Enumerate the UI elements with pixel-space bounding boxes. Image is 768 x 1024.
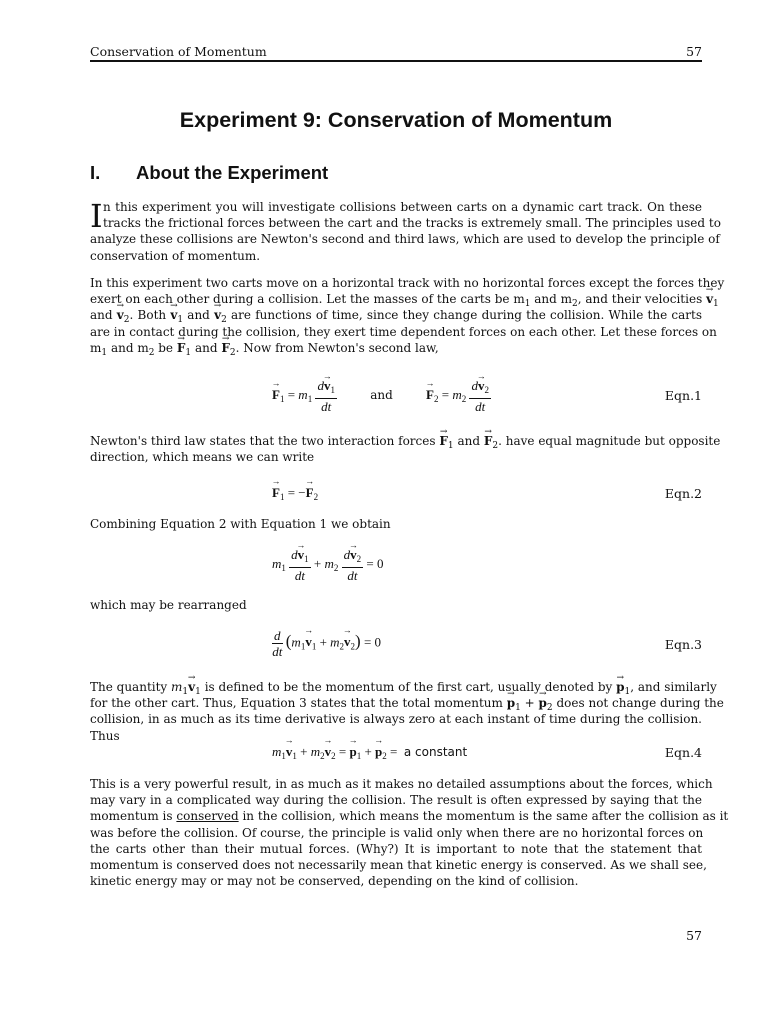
text-line: analyze these collisions are Newton's second and third laws, which are used to develop the principle of <box>90 232 720 247</box>
text-line: The quantity $m_1\to v_1$ is defined to be the momentum of the first cart, usually denoted by → $p_1$, and similarly <box>90 679 702 695</box>
equation-1: → $F_1 = m_1$ $\frac{d\to v_1}{dt}$ and → $F_2 = m_2$ $\frac{d\to v_2}{dt}$ <box>272 378 491 414</box>
section-heading <box>90 162 702 184</box>
text-line: In this experiment two carts move on a horizontal track with no horizontal forces except the forces they <box>90 276 725 290</box>
equation-1-label: Eqn.1 <box>664 388 702 403</box>
header-rule <box>90 60 702 62</box>
text-line: for the other cart. Thus, Equation 3 states that the total momentum → $p_1$ + → $p_2$ does not change during the <box>90 695 702 711</box>
equation-3-label: Eqn.3 <box>664 637 702 652</box>
header-page-number: 57 <box>686 44 702 59</box>
equation-4: $m_1\to v_1 + m_2\to v_2$ = → $p_1$ + → $p_2 = a$ constant <box>272 744 467 761</box>
text-line: which may be rearranged <box>90 598 247 612</box>
text-line: may vary in a complicated way during the collision. The result is often expressed by saying that the <box>90 793 702 808</box>
text-line: momentum is conserved does not necessarily mean that kinetic energy is conserved. As we shall see, <box>90 857 707 872</box>
text-line: was before the collision. Of course, the principle is valid only when there are no horizontal forces on <box>90 825 704 840</box>
text-line: Thus <box>90 728 120 743</box>
drop-cap: I <box>90 197 103 235</box>
section-number: I. <box>90 162 101 183</box>
equation-2-label: Eqn.2 <box>664 486 702 501</box>
text-line: collision, in as much as its time derivative is always zero at each instant of time during the collision. <box>90 712 702 727</box>
equation-3: $\frac{d}{dt}$ $(m_1\to v_1 + m_2\to v_2) = 0$ <box>272 628 381 659</box>
text-line: and → $v_2$. Both → $v_1$ and → $v_2$ are functions of time, since they change during the collision. While the carts <box>90 307 702 323</box>
text-line: Combining Equation 2 with Equation 1 we obtain <box>90 517 391 531</box>
paragraph-rearranged <box>90 597 702 613</box>
paragraph-combining <box>90 516 702 532</box>
equation-4-label: Eqn.4 <box>664 745 702 760</box>
text-line: $m_1$ and $m_2$ be → $F_1$ and → $F_2$. Now from Newton's second law, <box>90 340 702 356</box>
paragraph-conclusion <box>90 776 729 889</box>
text-line: exert on each other during a collision. Let the masses of the carts be $m_1$ and $m_2$, and their velocities → $v_1$ <box>90 291 702 307</box>
paragraph-momentum <box>90 679 724 744</box>
text-line: Newton's third law states that the two interaction forces → $F_1$ and → $F_2$. have equal magnitude but opposite <box>90 433 702 449</box>
equation-2: → $F_1$ = −→ $F_2$ <box>272 485 318 502</box>
section-label: About the Experiment <box>136 162 329 183</box>
text-line: are in contact during the collision, they exert time dependent forces on each other. Let these forces on <box>90 324 717 339</box>
paragraph-intro <box>90 199 721 264</box>
text-line: tracks the frictional forces between the cart and the tracks is extremely small. The principles used to <box>103 216 721 231</box>
paragraph-third-law <box>90 433 721 465</box>
running-header <box>90 42 702 62</box>
page-title: Experiment 9: Conservation of Momentum <box>179 108 613 132</box>
conserved-underlined: conserved <box>176 809 239 824</box>
equation-combined: $m_1$ $\frac{d\to v_1}{dt}$ + $m_2$ $\frac{d\to v_2}{dt}$ = 0 <box>272 547 383 583</box>
text-line: conservation of momentum. <box>90 248 261 263</box>
text-line: kinetic energy may or may not be conserved, depending on the kind of collision. <box>90 874 579 889</box>
text-line: the carts other than their mutual forces. (Why?) It is important to note that the statement that <box>90 841 702 856</box>
footer-page-number: 57 <box>686 928 702 943</box>
paragraph-setup <box>90 275 725 358</box>
text-line: n this experiment you will investigate collisions between carts on a dynamic cart track. On these <box>103 200 702 214</box>
header-title: Conservation of Momentum <box>90 44 267 59</box>
text-line: This is a very powerful result, in as much as it makes no detailed assumptions about the forces, which <box>90 777 713 791</box>
text-line: direction, which means we can write <box>90 450 315 465</box>
text-line: momentum is conserved in the collision, which means the momentum is the same after the collision as it <box>90 809 729 824</box>
